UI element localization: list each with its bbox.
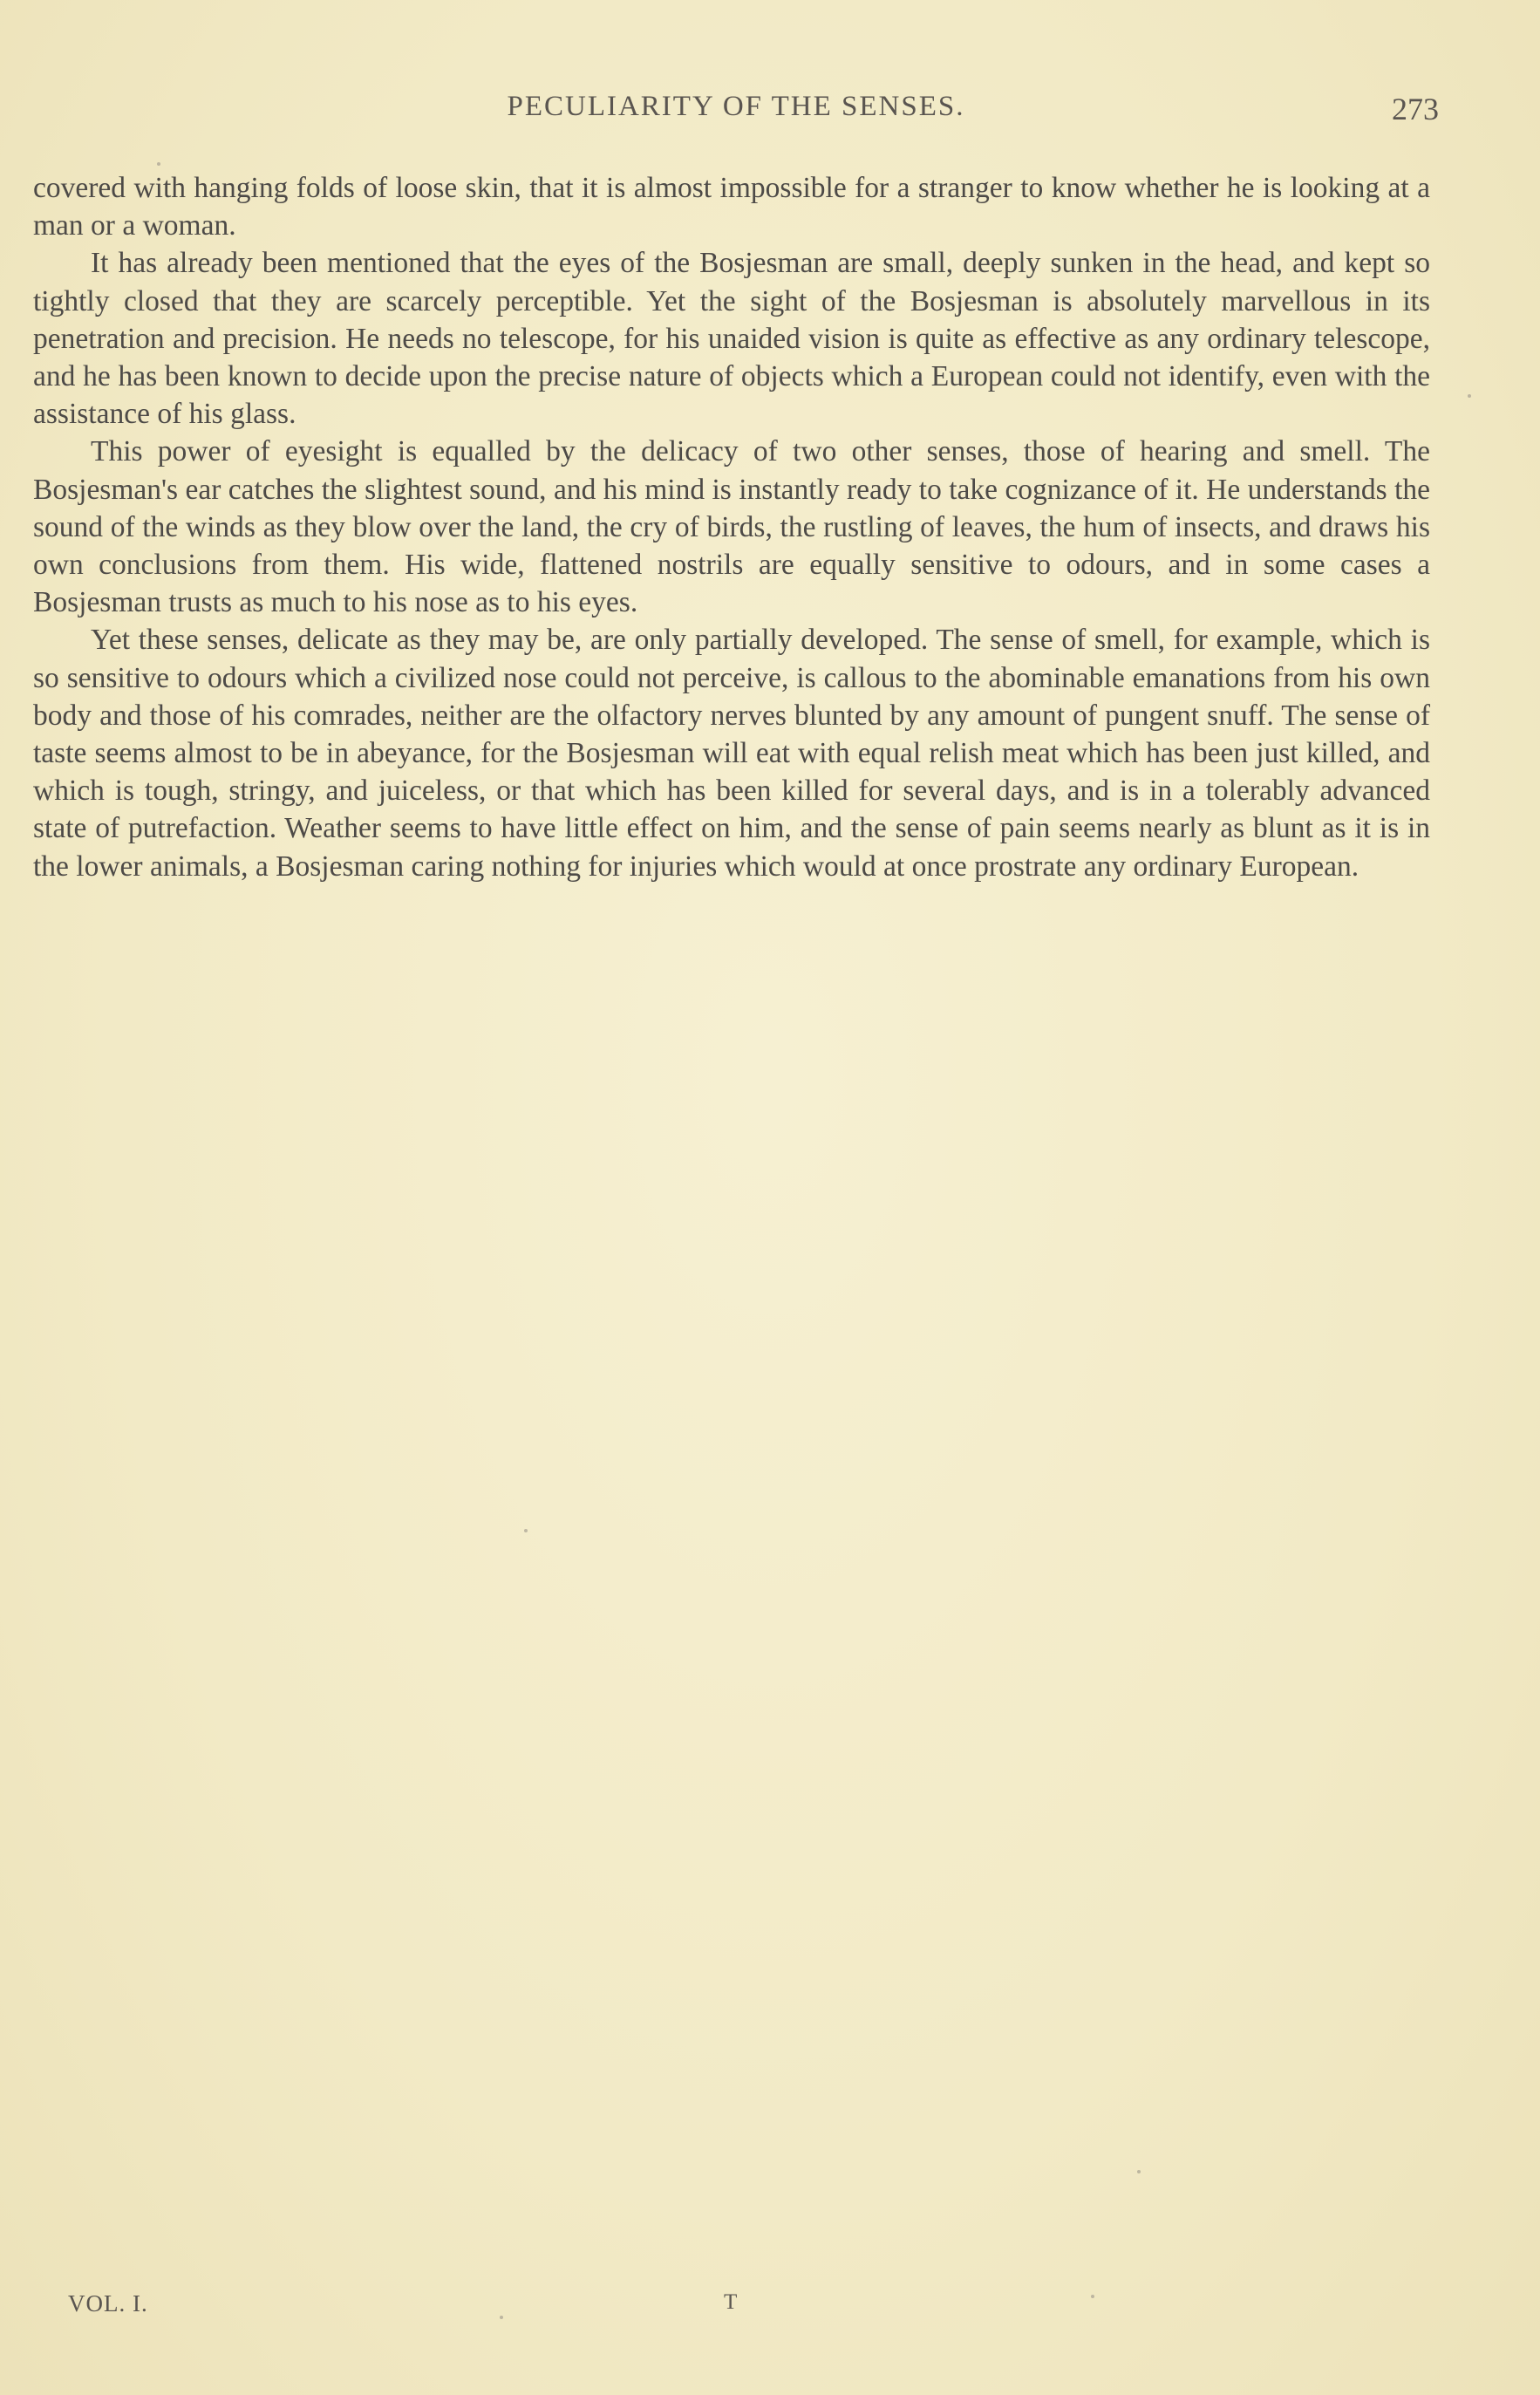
paper-speck <box>500 2316 503 2319</box>
volume-mark: VOL. I. <box>68 2290 148 2317</box>
body-text <box>33 169 1430 885</box>
running-head <box>33 91 1439 134</box>
paper-speck <box>1468 394 1471 398</box>
paper-speck <box>1091 2295 1094 2298</box>
paper-speck <box>1137 2170 1141 2173</box>
paragraph: Yet these senses, delicate as they may be, are only partially developed. The sense of smell, for example, which is so sensitive to odours which a civilized nose could not perceive, is callous to the abominable emanations from his own body and those of his comrades, neither are the olfactory nerves blunted by any amount of pungent snuff. The sense of taste seems almost to be in abeyance, for the Bosjesman will eat with equal relish meat which has been just killed, and which is tough, stringy, and juiceless, or that which has been killed for several days, and is in a tolerably advanced state of putrefaction. Weather seems to have little effect on him, and the sense of pain seems nearly as blunt as it is in the lower animals, a Bosjesman caring nothing for injuries which would at once prostrate any ordinary European. <box>33 624 1430 883</box>
page-number: 273 <box>1392 92 1439 126</box>
page-footer <box>68 2290 1428 2325</box>
paragraph: covered with hanging folds of loose skin, that it is almost impossible for a stranger to know whether he is looking at a man or a woman. <box>33 172 1430 242</box>
running-title: PECULIARITY OF THE SENSES. <box>507 91 965 122</box>
paragraph: It has already been mentioned that the eyes of the Bosjesman are small, deeply sunken in the head, and kept so tightly closed that they are scarcely perceptible. Yet the sight of the Bosjesman is absolutely marvellous in its penetration and precision. He needs no telescope, for his unaided vision is quite as effective as any ordinary telescope, and he has been known to decide upon the precise nature of objects which a European could not identify, even with the assistance of his glass. <box>33 247 1430 431</box>
paper-speck <box>524 1529 528 1532</box>
paragraph: This power of eyesight is equalled by the delicacy of two other senses, those of hearing and smell. The Bosjesman's ear catches the slightest sound, and his mind is instantly ready to take cognizance of it. He understands the sound of the winds as they blow over the land, the cry of birds, the rustling of leaves, the hum of insects, and draws his own conclusions from them. His wide, flattened nostrils are equally sensitive to odours, and in some cases a Bosjesman trusts as much to his nose as to his eyes. <box>33 435 1430 619</box>
signature-mark: T <box>724 2290 738 2314</box>
paper-speck <box>157 162 160 166</box>
